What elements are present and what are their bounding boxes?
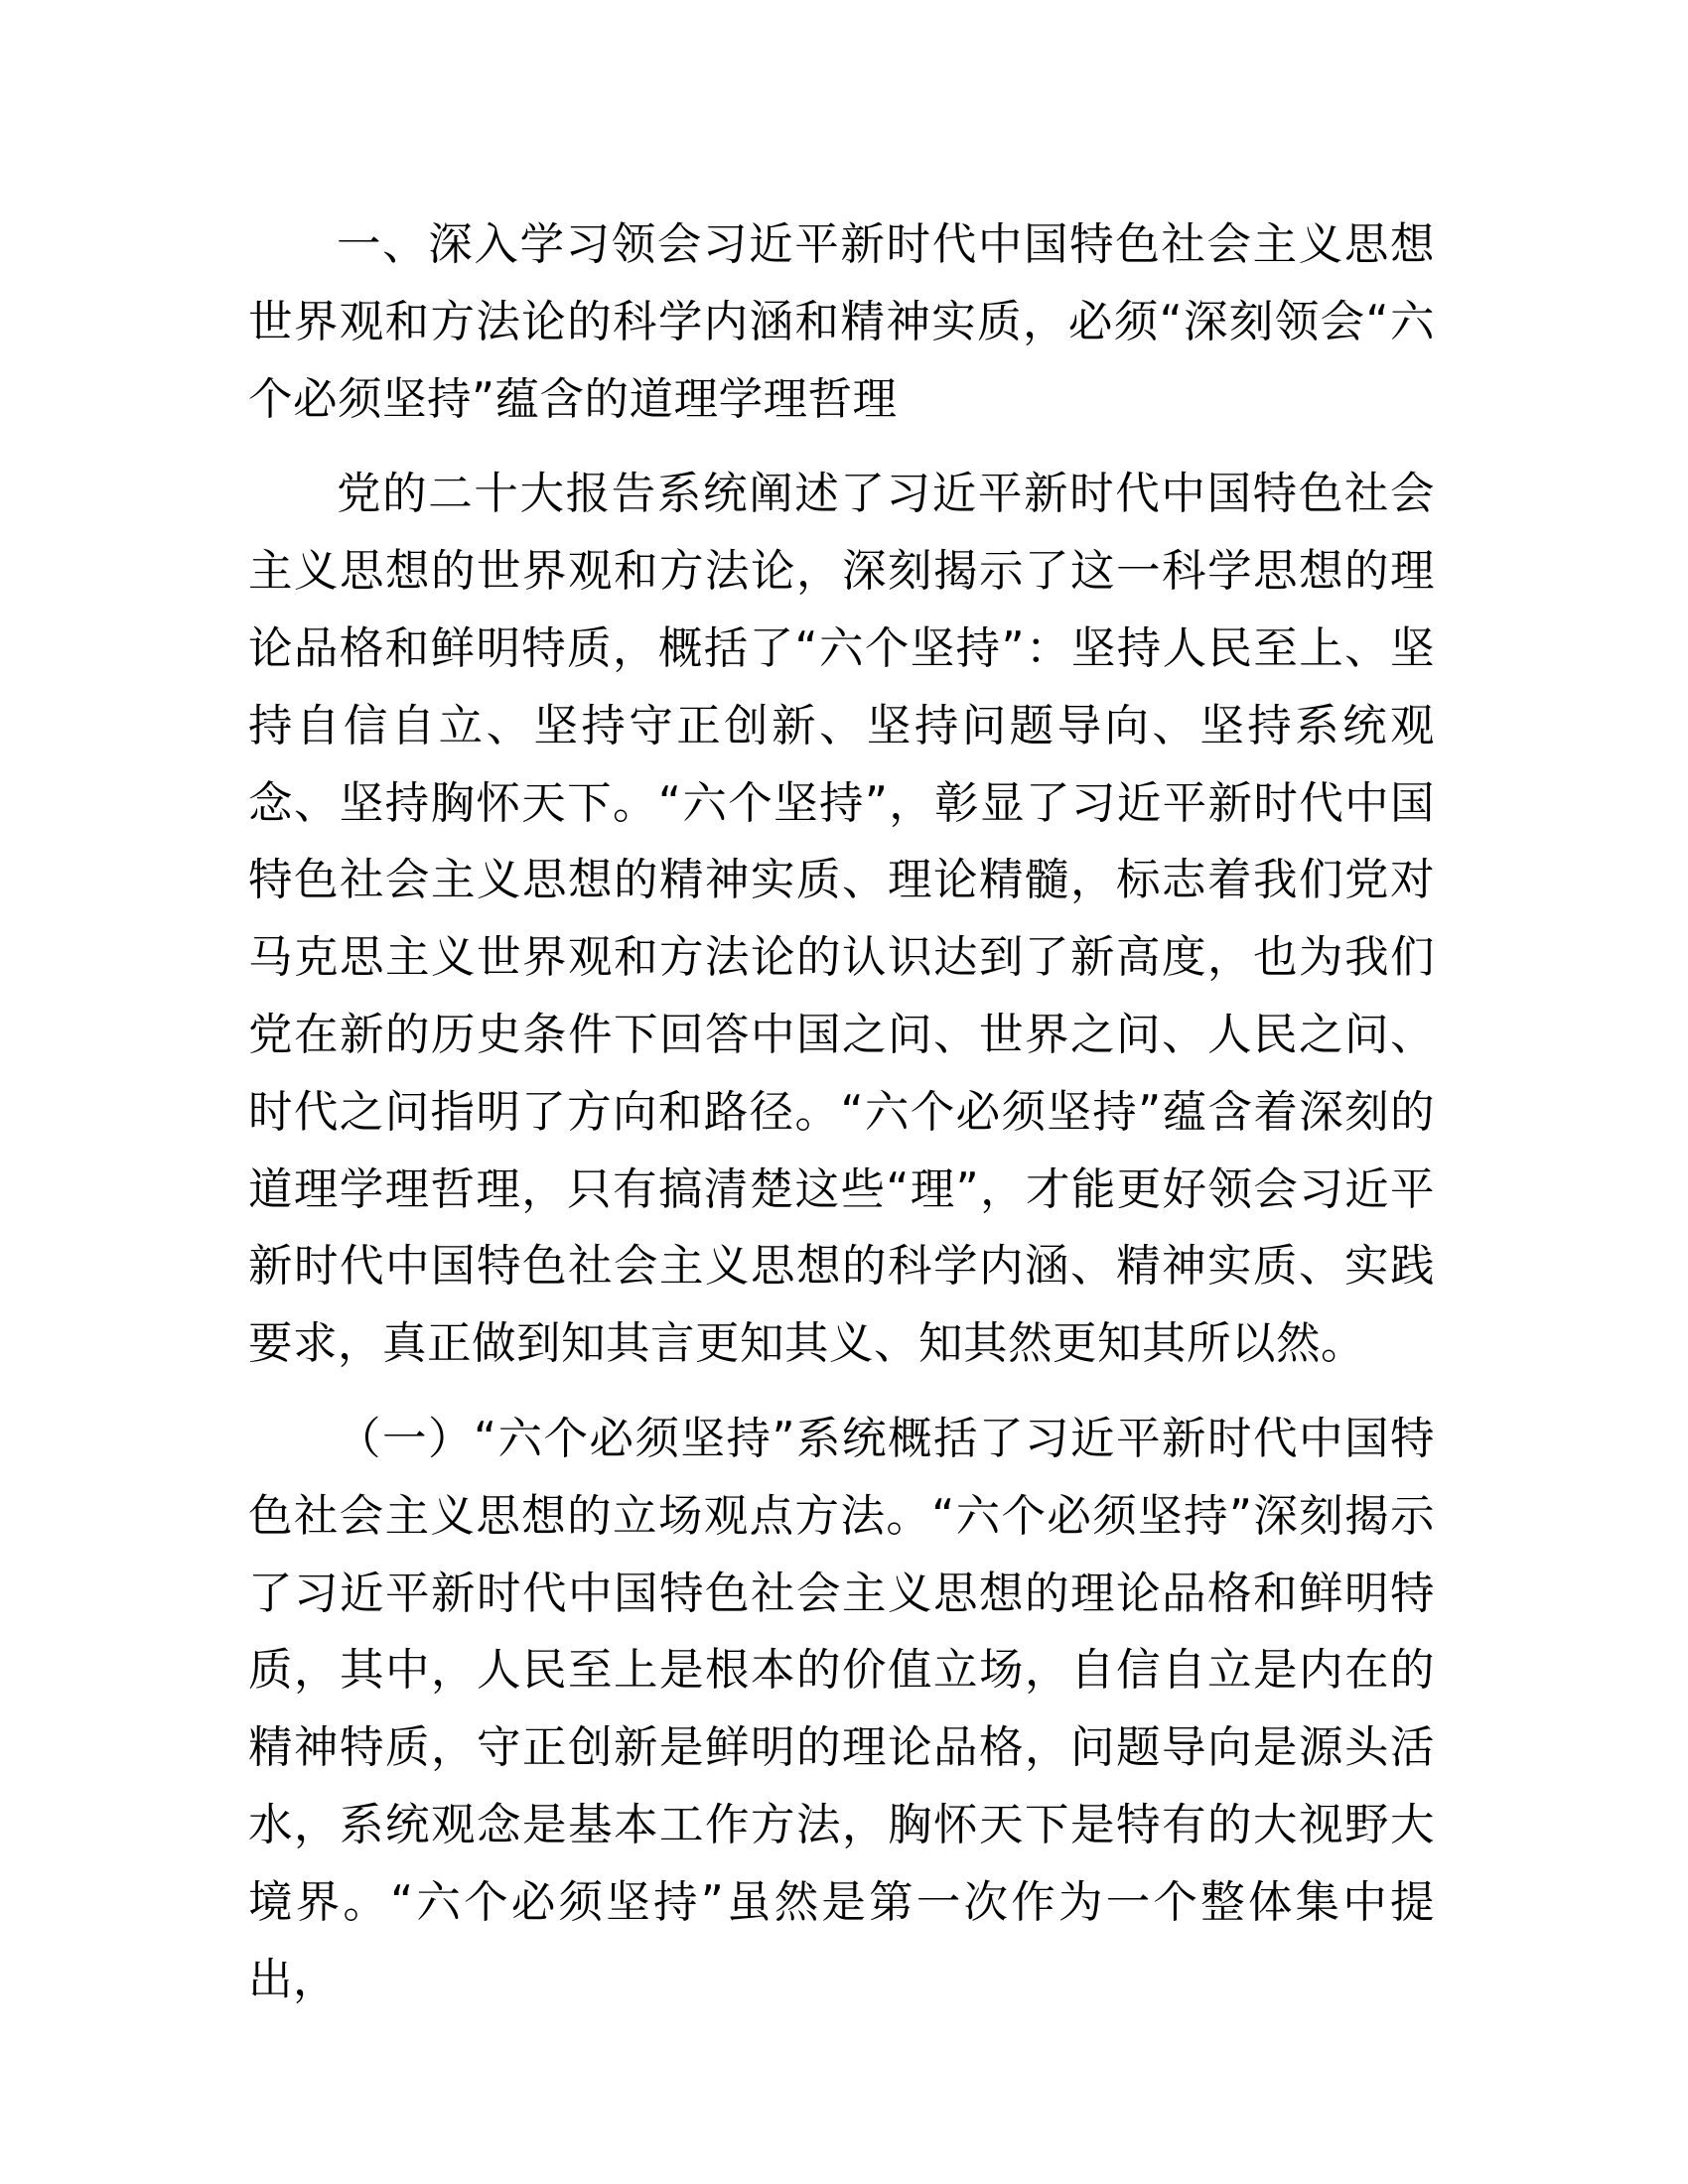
document-body [248, 206, 1435, 2036]
body-paragraph: 党的二十大报告系统阐述了习近平新时代中国特色社会主义思想的世界观和方法论，深刻揭示了这一科学思想的理论品格和鲜明特质，概括了“六个坚持”：坚持人民至上、坚持自信自立、坚持守正创新、坚持问题导向、坚持系统观念、坚持胸怀天下。“六个坚持”，彰显了习近平新时代中国特色社会主义思想的精神实质、理论精髓，标志着我们党对马克思主义世界观和方法论的认识达到了新高度，也为我们党在新的历史条件下回答中国之问、世界之问、人民之问、时代之问指明了方向和路径。“六个必须坚持”蕴含着深刻的道理学理哲理，只有搞清楚这些“理”，才能更好领会习近平新时代中国特色社会主义思想的科学内涵、精神实质、实践要求，真正做到知其言更知其义、知其然更知其所以然。 [248, 469, 1435, 1370]
subsection-paragraph: （一）“六个必须坚持”系统概括了习近平新时代中国特色社会主义思想的立场观点方法。“六个必须坚持”深刻揭示了习近平新时代中国特色社会主义思想的理论品格和鲜明特质，其中，人民至上是根本的价值立场，自信自立是内在的精神特质，守正创新是鲜明的理论品格，问题导向是源头活水，系统观念是基本工作方法，胸怀天下是特有的大视野大境界。“六个必须坚持”虽然是第一次作为一个整体集中提出， [248, 1413, 1435, 2005]
section-heading-paragraph: 一、深入学习领会习近平新时代中国特色社会主义思想世界观和方法论的科学内涵和精神实质，必须“深刻领会“六个必须坚持”蕴含的道理学理哲理 [248, 219, 1435, 425]
